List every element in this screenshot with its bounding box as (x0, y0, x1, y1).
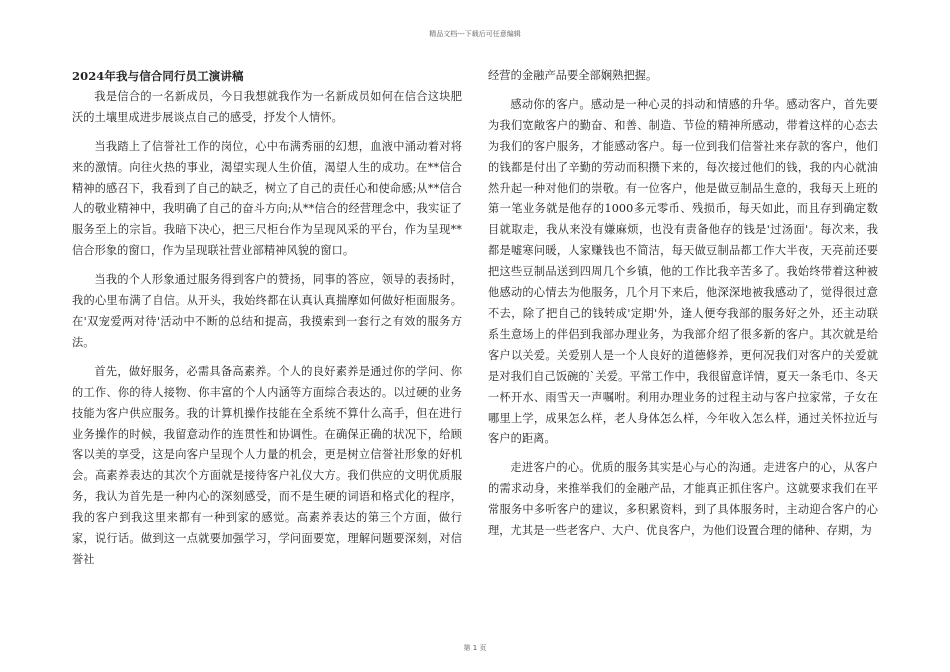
paragraph: 我是信合的一名新成员，今日我想就我作为一名新成员如何在信合这块肥沃的土壤里成进步展谈点自己的感受，抒发个人情怀。 (72, 89, 462, 124)
paragraph: 首先，做好服务，必需具备高素养。个人的良好素养是通过你的学问、你的工作、你的待人接物、你丰富的个人内涵等方面综合表达的。以过硬的业务技能为客户供应服务。我的计算机操作技能在全系统不算什么高手，但在进行业务操作的时候，我留意动作的连贯性和协调性。在确保正确的状况下，给顾客以美的享受，这是向客户呈现个人力量的机会，更是树立信誉社形象的好机会。高素养表达的其次个方面就是接待客户礼仪大方。我们供应的文明优质服务，我认为首先是一种内心的深刻感受，而不是生硬的词语和格式化的程序，我的客户到我这里来都有一种到家的感觉。高素养表达的第三个方面，做行家，说行话。做到这一点就要加强学习，学问面要宽，理解问题要深刻，对信誉社 (72, 364, 462, 566)
document-title: 2024年我与信合同行员工演讲稿 (72, 69, 244, 83)
right-column (488, 66, 878, 550)
paragraph: 当我的个人形象通过服务得到客户的赞扬，同事的答应，领导的表扬时，我的心里布满了自信。从开头，我始终都在认真认真揣摩如何做好柜面服务。在'双宠爱两对待'活动中不断的总结和提高，我摸索到一套行之有效的服务方法。 (72, 273, 462, 349)
paragraph: 走进客户的心。优质的服务其实是心与心的沟通。走进客户的心，从客户的需求动身，来推举我们的金融产品，才能真正抓住客户。这就要求我们在平常服务中多听客户的建议，多积累资料，到了具体服务时，主动迎合客户的心理，尤其是一些老客户、大户、优良客户，为他们设置合理的储种、存期，为 (488, 461, 878, 538)
paragraph-continued: 经营的金融产品要全部娴熟把握。 (488, 69, 658, 82)
paragraph: 感动你的客户。感动是一种心灵的抖动和情感的升华。感动客户，首先要为我们宽敞客户的勤奋、和善、制造、节俭的精神所感动，带着这样的心态去为我们的客户服务，才能感动客户。每一位到我们信誉社来存款的客户，他们的钱都是付出了辛勤的劳动而积攒下来的，每次接过他们的钱，我的内心就油然升起一种对他们的崇敬。有一位客户，他是做豆制品生意的，我每天上班的第一笔业务就是他存的1000多元零币、残损币，每天如此，而且存到确定数目就取走，我从来没有嫌麻烦，也没有责备他存的钱是'过汤面'。每次来，我都是嘘寒问暖，人家赚钱也不简洁，每天做豆制品都工作大半夜，天亮前还要把这些豆制品送到四周几个乡镇，他的工作比我辛苦多了。我始终带着这种被他感动的心情去为他服务，几个月下来后，他深深地被我感动了，觉得很过意不去，除了把自己的钱转成'定期'外，逢人便夸我部的服务好之外，还主动联系生意场上的伴侣到我部办理业务，为我部介绍了很多新的客户。其次就是给客户以关爱。关爱别人是一个人良好的道德修养，更何况我们对客户的关爱就是对我们自己饭碗的`关爱。平常工作中，我很留意详情，夏天一条毛巾、冬天一杯开水、雨雪天一声嘱咐。利用办理业务的过程主动与客户拉家常，子女在哪里上学，成果怎么样，老人身体怎么样，今年收入怎么样，通过关怀拉近与客户的距离。 (488, 97, 878, 446)
paragraph: 当我踏上了信誉社工作的岗位，心中布满秀丽的幻想，血液中涌动着对将来的激情。向往火热的事业，渴望实现人生价值，渴望人生的成功。在**信合精神的感召下，我看到了自己的缺乏，树立了自己的责任心和使命感;从**信合人的敬业精神中，我明确了自己的奋斗方向;从**信合的经营理念中，我实证了服务至上的宗旨。我暗下决心，把三尺柜台作为呈现风采的平台，作为呈现**信合形象的窗口，作为呈现联社营业部精神风貌的窗口。 (72, 139, 462, 258)
page-number: 第 1 页 (463, 644, 487, 652)
page-header: 精品文档---下载后可任意编辑 (429, 30, 521, 38)
left-column (72, 66, 462, 579)
